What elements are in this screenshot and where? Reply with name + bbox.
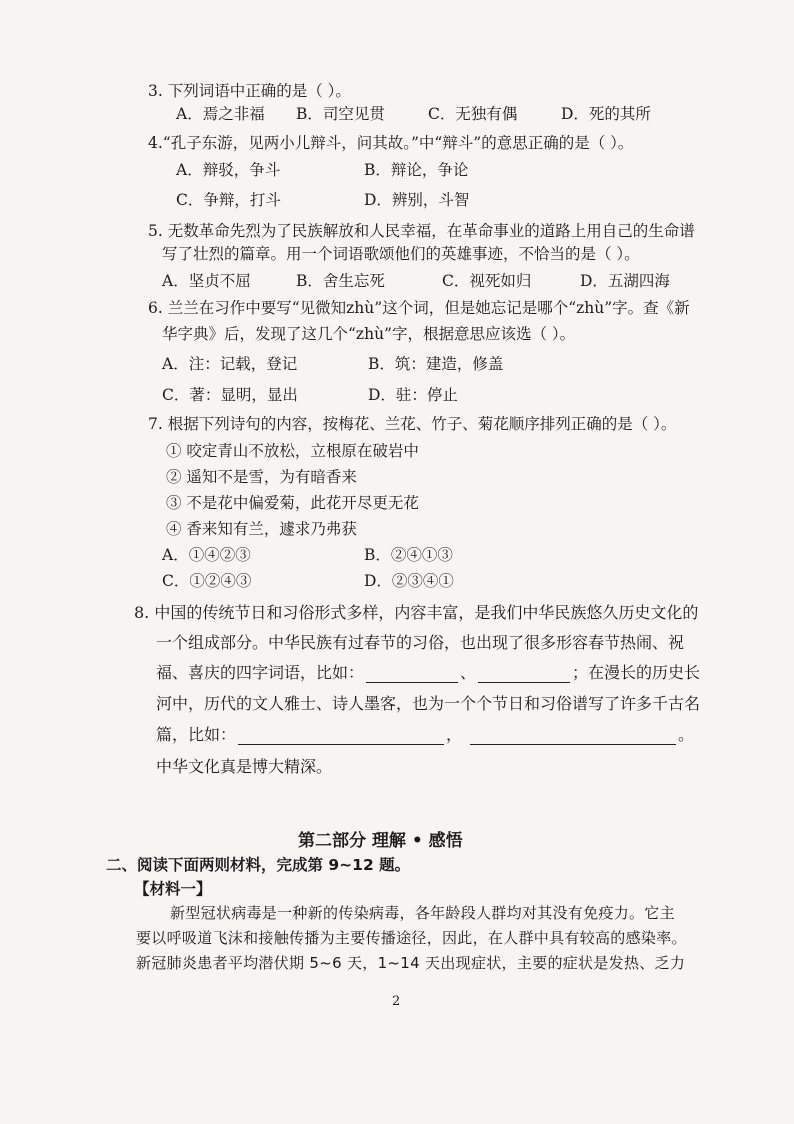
q6-option-a: A．注：记载，登记 <box>162 355 298 373</box>
q8-line3-text: 福、喜庆的四字词语，比如： <box>156 663 365 682</box>
q3-option-a: A．焉之非福 <box>176 105 265 123</box>
q6-option-d: D．驻：停止 <box>368 386 458 404</box>
q3-option-c: C．无独有偶 <box>428 105 518 123</box>
q4-option-c: C．争辩，打斗 <box>176 191 281 209</box>
q4-option-d: D．辨别，斗智 <box>364 191 470 209</box>
q8-line1: 8. 中国的传统节日和习俗形式多样，内容丰富，是我们中华民族悠久历史文化的 <box>134 603 699 622</box>
q5-option-a: A．坚贞不屈 <box>162 272 251 290</box>
q7-option-c: C．①②④③ <box>162 572 252 590</box>
q5-option-b: B．舍生忘死 <box>296 272 385 290</box>
q3-option-b: B．司空见贯 <box>296 105 385 123</box>
q8-blank-poem-2[interactable] <box>470 728 676 745</box>
q8-blank-idiom-1[interactable] <box>366 666 458 683</box>
q8-line4: 河中，历代的文人雅士、诗人墨客，也为一个个节日和习俗谱写了许多千古名 <box>156 694 701 713</box>
q8-line3 <box>156 663 700 683</box>
q7-option-b: B．②④①③ <box>364 546 453 564</box>
q6-option-c: C．著：显明，显出 <box>162 386 298 404</box>
q7-poem-2: ② 遥知不是雪，为有暗香来 <box>166 468 357 486</box>
q8-line5-text: 篇，比如： <box>156 725 237 744</box>
passage-line-2: 要以呼吸道飞沫和接触传播为主要传播途径，因此，在人群中具有较高的感染率。 <box>136 929 687 947</box>
q4-option-b: B．辩论，争论 <box>364 161 469 179</box>
q5-option-d: D．五湖四海 <box>580 272 670 290</box>
part2-heading: 二、阅读下面两则材料，完成第 9~12 题。 <box>106 856 411 874</box>
q3-option-d: D．死的其所 <box>561 105 651 123</box>
q8-separator-1: 、 <box>460 663 477 682</box>
page-number: 2 <box>392 994 401 1009</box>
q8-line5-tail: 。 <box>678 725 695 744</box>
q8-line6: 中华文化真是博大精深。 <box>156 757 333 776</box>
q8-blank-idiom-2[interactable] <box>478 666 570 683</box>
q7-option-d: D．②③④① <box>364 572 454 590</box>
material-one-label: 【材料一】 <box>134 880 212 898</box>
passage-line-3: 新冠肺炎患者平均潜伏期 5~6 天，1~14 天出现症状，主要的症状是发热、乏力 <box>136 954 686 972</box>
q6-stem-line1: 6. 兰兰在习作中要写“见微知zhù”这个词，但是她忘记是哪个“zhù”字。查《新 <box>148 299 690 317</box>
q7-poem-3: ③ 不是花中偏爱菊，此花开尽更无花 <box>166 494 419 512</box>
q8-line3-tail: ；在漫长的历史长 <box>572 663 701 682</box>
q5-stem-line2: 写了壮烈的篇章。用一个词语歌颂他们的英雄事迹，不恰当的是（ ）。 <box>162 245 640 263</box>
q6-option-b: B．筑：建造，修盖 <box>368 355 504 373</box>
q7-option-a: A．①④②③ <box>162 546 251 564</box>
q4-option-a: A．辩驳，争斗 <box>176 161 281 179</box>
q4-stem: 4.“孔子东游，见两小儿辩斗，问其故。”中“辩斗”的意思正确的是（ ）。 <box>148 134 634 152</box>
q8-line2: 一个组成部分。中华民族有过春节的习俗，也出现了很多形容春节热闹、祝 <box>156 633 685 652</box>
passage-line-1: 新型冠状病毒是一种新的传染病毒，各年龄段人群均对其没有免疫力。它主 <box>170 904 675 922</box>
q7-poem-4: ④ 香来知有兰，遽求乃弗获 <box>166 520 357 538</box>
q5-stem-line1: 5. 无数革命先烈为了民族解放和人民幸福，在革命事业的道路上用自己的生命谱 <box>148 222 695 240</box>
q7-stem: 7. 根据下列诗句的内容，按梅花、兰花、竹子、菊花顺序排列正确的是（ ）。 <box>148 415 677 433</box>
q8-blank-poem-1[interactable] <box>238 728 444 745</box>
part2-title: 第二部分 理解 • 感悟 <box>298 831 463 851</box>
q8-separator-2: ， <box>446 725 463 744</box>
q6-stem-line2: 华字典》后，发现了这几个“zhù”字，根据意思应该选（ ）。 <box>162 325 576 343</box>
q5-option-c: C．视死如归 <box>442 272 532 290</box>
q7-poem-1: ① 咬定青山不放松，立根原在破岩中 <box>166 442 419 460</box>
q3-stem: 3. 下列词语中正确的是（ ）。 <box>148 82 351 100</box>
q8-line5 <box>156 725 694 745</box>
